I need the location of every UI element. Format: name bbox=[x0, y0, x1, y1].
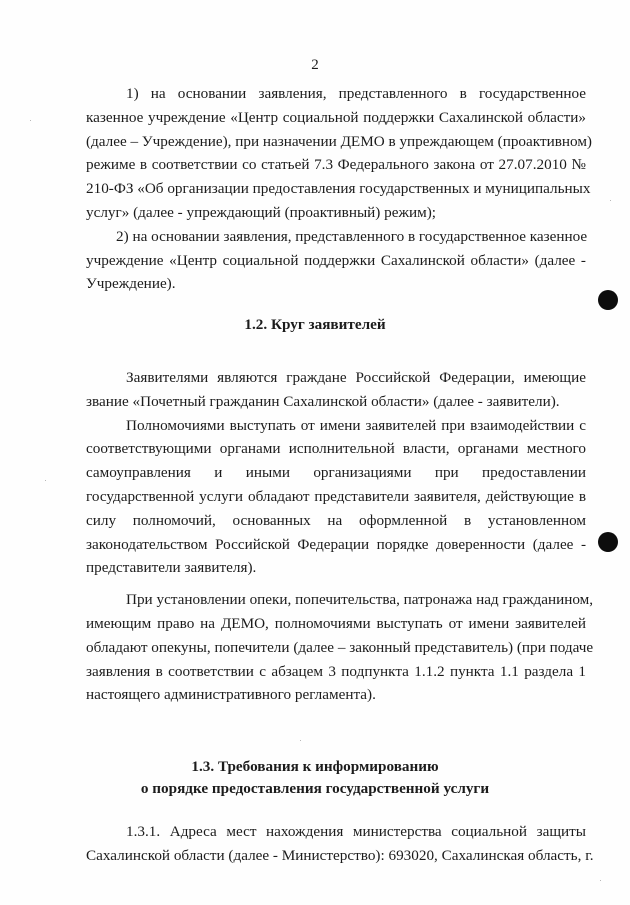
paragraph-block-2 bbox=[86, 366, 594, 707]
text-line: представители заявителя). bbox=[86, 559, 257, 577]
text-line: Учреждение). bbox=[86, 275, 176, 293]
text-line: государственной услуги обладают представители заявителя, действующие в bbox=[86, 487, 586, 505]
text-line: 210-ФЗ «Об организации предоставления государственных и муниципальных bbox=[86, 180, 591, 198]
section-heading-1-3 bbox=[0, 756, 630, 800]
text-line: имеющим право на ДЕМО, полномочиями выступать от имени заявителей bbox=[86, 614, 586, 632]
text-line: самоуправления и иными организациями при предоставлении bbox=[86, 464, 586, 482]
text-line: Заявителями являются граждане Российской Федерации, имеющие bbox=[126, 369, 586, 386]
section-heading-1-3-line2: о порядке предоставления государственной услуги bbox=[140, 780, 490, 797]
paragraph-block-3 bbox=[86, 820, 594, 868]
text-line: услуг» (далее - упреждающий (проактивный) режим); bbox=[86, 203, 436, 221]
punch-hole-top bbox=[598, 290, 618, 310]
text-line: обладают опекуны, попечители (далее – законный представитель) (при подаче bbox=[86, 638, 594, 656]
text-line: соответствующими органами исполнительной власти, органами местного bbox=[86, 440, 586, 458]
text-line: 1) на основании заявления, представленного в государственное bbox=[126, 85, 586, 102]
section-heading-1-2: 1.2. Круг заявителей bbox=[244, 316, 386, 333]
text-line: 2) на основании заявления, представленного в государственное казенное bbox=[116, 227, 588, 245]
text-line: настоящего административного регламента). bbox=[86, 686, 376, 704]
text-line: (далее – Учреждение), при назначении ДЕМО в упреждающем (проактивном) bbox=[86, 132, 592, 150]
text-line: Полномочиями выступать от имени заявителей при взаимодействии с bbox=[126, 416, 586, 434]
text-line: режиме в соответствии со статьей 7.3 Федерального закона от 27.07.2010 № bbox=[86, 156, 586, 174]
text-line: учреждение «Центр социальной поддержки Сахалинской области» (далее - bbox=[86, 251, 586, 269]
page-number: 2 bbox=[311, 57, 319, 73]
paragraph-block-1 bbox=[86, 82, 592, 296]
text-line: законодательством Российской Федерации порядке доверенности (далее - bbox=[86, 535, 586, 553]
punch-hole-bottom bbox=[598, 532, 618, 552]
text-line: казенное учреждение «Центр социальной поддержки Сахалинской области» bbox=[86, 108, 586, 126]
scan-speck bbox=[45, 480, 46, 481]
text-line: Сахалинской области (далее - Министерство): 693020, Сахалинская область, г. bbox=[86, 846, 594, 864]
text-line: При установлении опеки, попечительства, патронажа над гражданином, bbox=[126, 591, 594, 609]
scan-speck bbox=[610, 200, 611, 201]
scan-speck bbox=[600, 880, 601, 881]
text-line: 1.3.1. Адреса мест нахождения министерства социальной защиты bbox=[126, 823, 586, 840]
scan-speck bbox=[30, 120, 31, 121]
section-heading-1-3-line1: 1.3. Требования к информированию bbox=[191, 758, 439, 775]
text-line: силу полномочий, основанных на оформленной в установленном bbox=[86, 511, 586, 529]
text-line: звание «Почетный гражданин Сахалинской области» (далее - заявители). bbox=[86, 392, 560, 410]
scan-speck bbox=[300, 740, 301, 741]
text-line: заявления в соответствии с абзацем 3 подпункта 1.1.2 пункта 1.1 раздела 1 bbox=[86, 662, 586, 680]
